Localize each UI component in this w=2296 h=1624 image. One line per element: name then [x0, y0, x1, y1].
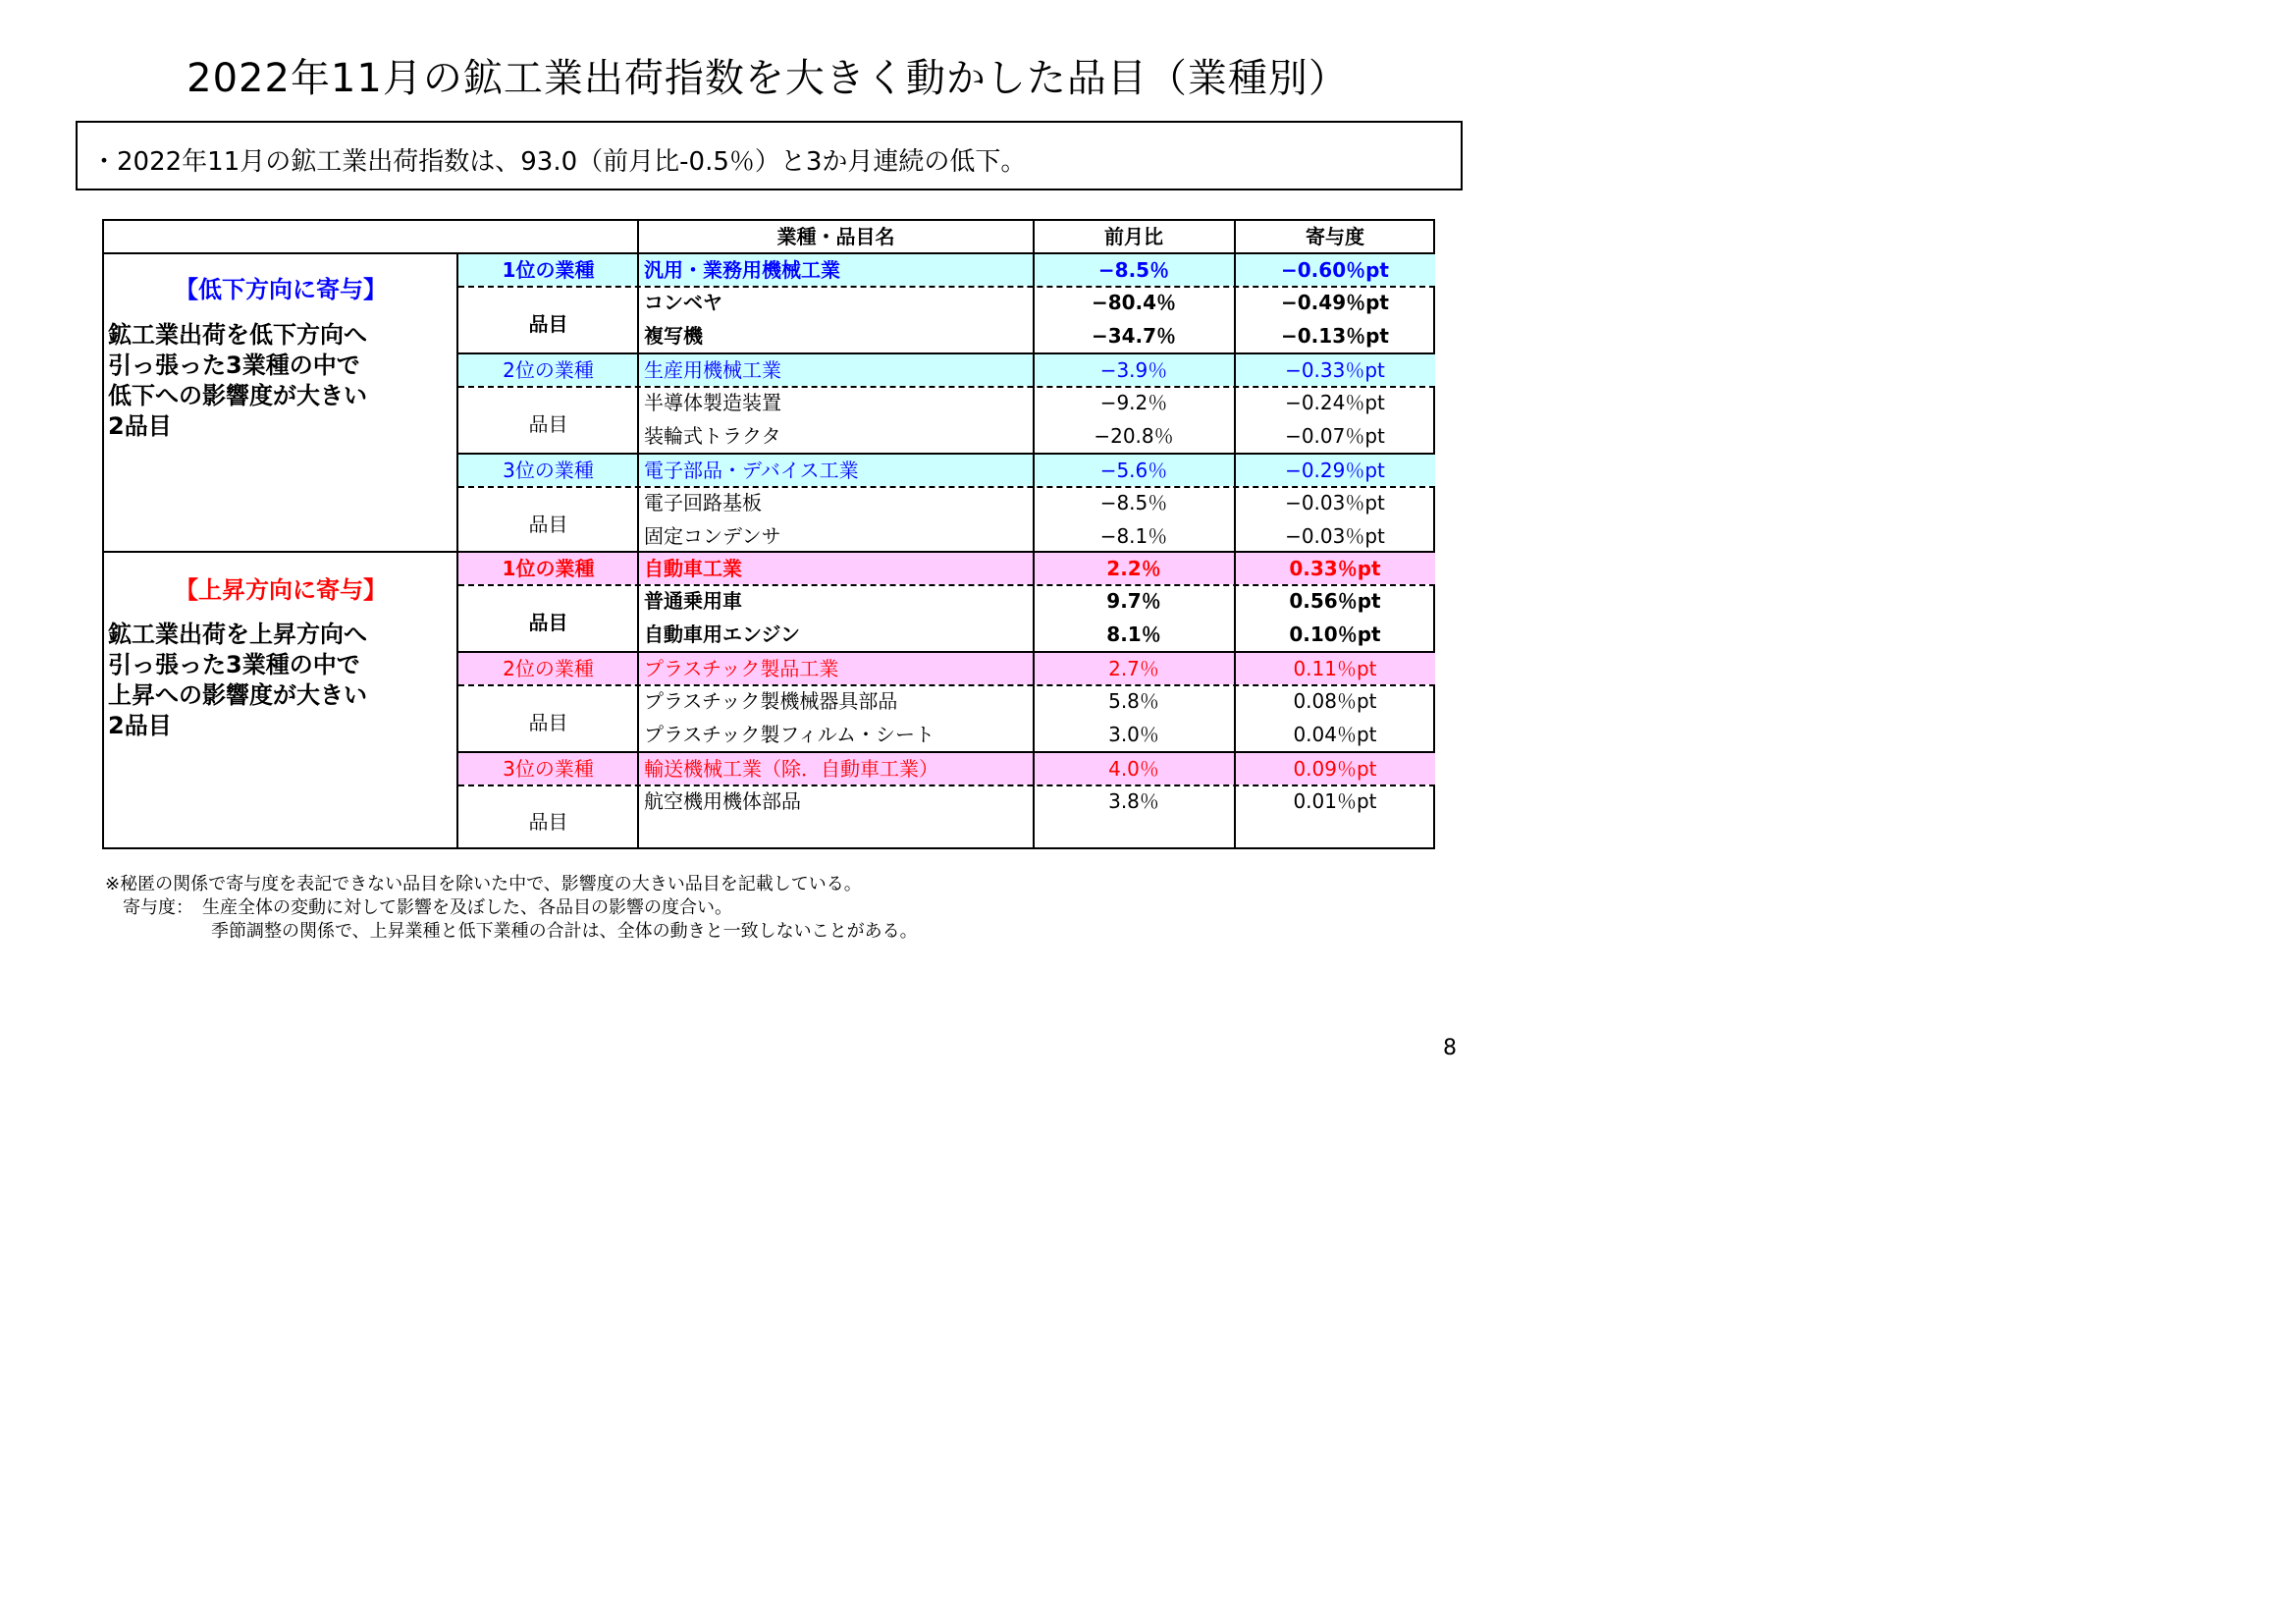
rise-rank2-contribution: 0.11％pt	[1293, 657, 1377, 680]
contribution-table	[102, 219, 1435, 849]
summary-box	[76, 121, 1463, 190]
rise-rank1-item2-contribution: 0.10％pt	[1289, 623, 1381, 646]
rise-rank1-industry: 自動車工業	[644, 557, 742, 580]
rise-rank1-item2-name: 自動車用エンジン	[644, 623, 800, 646]
decline-rank3-label: 3位の業種	[503, 459, 594, 482]
rise-rank2-item2-contribution: 0.04％pt	[1293, 723, 1377, 746]
rise-rank3-label: 3位の業種	[503, 757, 594, 781]
decline-section-title: 【低下方向に寄与】	[175, 276, 387, 303]
decline-rank3-item1-name: 電子回路基板	[644, 491, 762, 514]
rise-rank3-item1-mom: 3.8％	[1108, 789, 1159, 813]
rise-rank2-item2-mom: 3.0％	[1108, 723, 1159, 746]
decline-rank3-item2-name: 固定コンデンサ	[644, 524, 781, 548]
decline-rank1-item1-contribution: −0.49％pt	[1281, 291, 1389, 314]
rise-rank2-item2-name: プラスチック製フィルム・シート	[644, 723, 934, 746]
summary-text: ・2022年11月の鉱工業出荷指数は、93.0（前月比-0.5％）と3か月連続の低下。	[91, 147, 1027, 177]
decline-rank2-label: 2位の業種	[503, 358, 594, 382]
decline-rank1-item2-mom: −34.7％	[1091, 324, 1177, 348]
decline-rank2-industry: 生産用機械工業	[644, 358, 781, 382]
rise-rank3-industry: 輸送機械工業（除．自動車工業）	[644, 757, 938, 781]
decline-rank2-contribution: −0.33％pt	[1285, 358, 1385, 382]
footnote-line: 季節調整の関係で、上昇業種と低下業種の合計は、全体の動きと一致しないことがある。	[105, 921, 918, 942]
rise-rank2-items-label: 品目	[528, 711, 568, 734]
footnotes	[105, 873, 918, 944]
decline-section-desc	[108, 320, 452, 442]
rise-rank3-contribution: 0.09％pt	[1293, 757, 1377, 781]
decline-rank3-item2-contribution: −0.03％pt	[1285, 524, 1385, 548]
decline-rank1-items-label: 品目	[528, 312, 568, 336]
decline-rank2-mom: −3.9％	[1099, 358, 1168, 382]
decline-rank1-item2-contribution: −0.13％pt	[1281, 324, 1389, 348]
decline-rank1-industry: 汎用・業務用機械工業	[644, 258, 840, 282]
rise-rank1-item1-contribution: 0.56％pt	[1289, 589, 1381, 613]
decline-rank2-item1-mom: −9.2％	[1099, 391, 1168, 414]
rise-rank3-items-label: 品目	[528, 810, 568, 834]
rise-rank2-item1-contribution: 0.08％pt	[1293, 689, 1377, 713]
rise-rank1-items-label: 品目	[528, 611, 568, 634]
rise-rank1-mom: 2.2％	[1106, 557, 1161, 580]
decline-rank2-item2-name: 装輪式トラクタ	[644, 424, 781, 448]
rise-rank1-item1-name: 普通乗用車	[644, 589, 742, 613]
rise-rank3-mom: 4.0％	[1108, 757, 1159, 781]
decline-rank1-contribution: −0.60％pt	[1281, 258, 1389, 282]
decline-rank2-item1-name: 半導体製造装置	[644, 391, 781, 414]
decline-rank1-item2-name: 複写機	[644, 324, 703, 348]
decline-rank1-item1-name: コンベヤ	[644, 291, 722, 314]
rise-desc-line: 2品目	[108, 712, 172, 739]
decline-rank3-mom: −5.6％	[1099, 459, 1168, 482]
decline-rank1-mom: −8.5％	[1097, 258, 1170, 282]
rise-rank1-label: 1位の業種	[502, 557, 595, 580]
rise-rank3-item1-name: 航空機用機体部品	[644, 789, 801, 813]
rise-rank2-industry: プラスチック製品工業	[644, 657, 839, 680]
header-contribution: 寄与度	[1306, 225, 1364, 248]
decline-rank2-item1-contribution: −0.24％pt	[1285, 391, 1385, 414]
decline-rank3-contribution: −0.29％pt	[1285, 459, 1385, 482]
decline-rank3-item1-mom: −8.5％	[1099, 491, 1168, 514]
rise-desc-line: 上昇への影響度が大きい	[108, 681, 367, 709]
page-number: 8	[1443, 1036, 1457, 1060]
rise-desc-line: 鉱工業出荷を上昇方向へ	[108, 621, 367, 648]
rise-section-title: 【上昇方向に寄与】	[175, 576, 387, 604]
rise-rank2-label: 2位の業種	[503, 657, 594, 680]
rise-rank2-item1-name: プラスチック製機械器具部品	[644, 689, 898, 713]
rise-rank3-item1-contribution: 0.01％pt	[1293, 789, 1377, 813]
decline-desc-line: 2品目	[108, 412, 172, 440]
decline-rank3-item2-mom: −8.1％	[1099, 524, 1168, 548]
decline-rank2-item2-contribution: −0.07％pt	[1285, 424, 1385, 448]
rise-rank1-item1-mom: 9.7％	[1106, 589, 1161, 613]
rise-rank1-contribution: 0.33％pt	[1289, 557, 1381, 580]
page-title: 2022年11月の鉱工業出荷指数を大きく動かした品目（業種別）	[187, 56, 1349, 101]
decline-desc-line: 鉱工業出荷を低下方向へ	[108, 321, 367, 349]
decline-rank3-items-label: 品目	[528, 513, 568, 536]
rise-desc-line: 引っ張った3業種の中で	[108, 651, 360, 678]
header-mom: 前月比	[1104, 225, 1163, 248]
header-name: 業種・品目名	[776, 225, 895, 248]
decline-rank2-item2-mom: −20.8％	[1094, 424, 1174, 448]
rise-rank2-mom: 2.7％	[1108, 657, 1159, 680]
decline-rank1-item1-mom: −80.4％	[1091, 291, 1177, 314]
decline-rank3-industry: 電子部品・デバイス工業	[644, 459, 859, 482]
decline-rank2-items-label: 品目	[528, 412, 568, 436]
rise-rank1-item2-mom: 8.1％	[1106, 623, 1161, 646]
slide-page	[0, 0, 1535, 1086]
decline-rank1-label: 1位の業種	[502, 258, 595, 282]
rise-section-desc	[108, 620, 452, 741]
decline-desc-line: 引っ張った3業種の中で	[108, 352, 360, 379]
footnote-line: 寄与度： 生産全体の変動に対して影響を及ぼした、各品目の影響の度合い。	[105, 897, 732, 918]
rise-rank2-item1-mom: 5.8％	[1108, 689, 1159, 713]
footnote-line: ※秘匿の関係で寄与度を表記できない品目を除いた中で、影響度の大きい品目を記載している。	[105, 874, 862, 894]
decline-desc-line: 低下への影響度が大きい	[108, 382, 367, 409]
decline-rank3-item1-contribution: −0.03％pt	[1285, 491, 1385, 514]
